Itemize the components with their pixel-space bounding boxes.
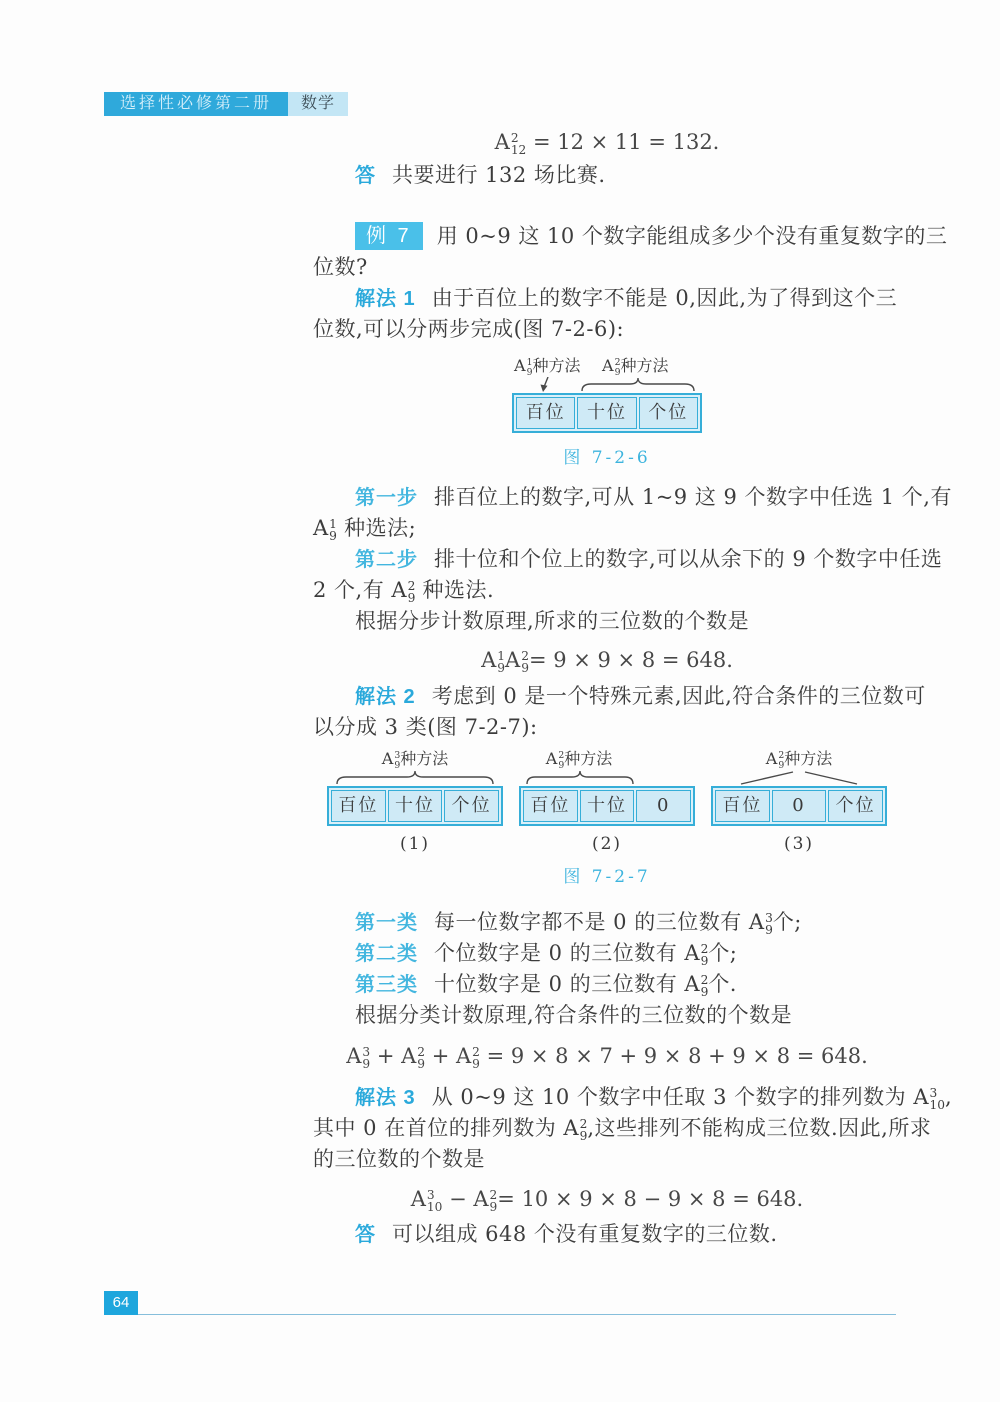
principle-line-2 — [313, 1000, 901, 1031]
figure-caption: 图 7-2-7 — [563, 867, 651, 887]
text-run: 每一位数字都不是 0 的三位数有 — [434, 910, 749, 934]
text-run: 由于百位上的数字不能是 0,因此,为了得到这个三 — [431, 286, 898, 310]
digit-place-boxes — [327, 786, 503, 826]
permutation-symbol: A 3 9 — [748, 910, 773, 938]
answer-line-2 — [313, 1219, 901, 1250]
formula-solution-1 — [313, 642, 901, 678]
text-run: ,这些排列不能构成三位数.因此,所求 — [587, 1116, 932, 1140]
badge-text: 例 7 — [355, 222, 423, 250]
solution-3-line — [313, 1082, 953, 1113]
group-label: (1) — [399, 834, 431, 854]
text-run: 个; — [772, 910, 802, 934]
step-2-line — [313, 544, 943, 575]
text-run: + — [425, 1044, 456, 1068]
text-run: 根据分步计数原理,所求的三位数的个数是 — [355, 609, 750, 633]
text-run: 以分成 3 类(图 7-2-7): — [313, 715, 538, 739]
tens-place-cell: 十位 — [580, 790, 635, 822]
annotation-a9-2 — [602, 353, 668, 378]
footer-rule — [138, 1291, 896, 1315]
brace-marks — [519, 770, 695, 786]
text-run: 个; — [708, 941, 738, 965]
formula-solution-3 — [313, 1181, 901, 1217]
text-run: 考虑到 0 是一个特殊元素,因此,符合条件的三位数可 — [431, 684, 926, 708]
annotation-a9-1 — [514, 353, 580, 378]
text-run: 种选法. — [415, 578, 495, 602]
step-text: 第二类 — [355, 941, 418, 965]
step-text: 第三类 — [355, 972, 418, 996]
permutation-symbol: A 2 9 — [563, 1116, 588, 1144]
brace-marks — [327, 770, 503, 786]
tens-place-cell: 十位 — [577, 397, 636, 429]
figure-7-2-7 — [327, 748, 887, 888]
permutation-symbol: A 2 9 — [602, 356, 621, 379]
permutation-symbol: A 2 9 — [684, 941, 709, 969]
permutation-symbol: A 2 9 — [391, 578, 416, 606]
group-label: (2) — [591, 834, 623, 854]
permutation-symbol: A 1 9 — [481, 648, 506, 676]
permutation-symbol: A 2 12 — [494, 130, 527, 158]
text-run: 排百位上的数字,可从 1~9 这 9 个数字中任选 1 个,有 — [434, 485, 952, 509]
text-run: + — [370, 1044, 402, 1068]
text-run: 个位数字是 0 的三位数有 — [434, 941, 685, 965]
page-header — [104, 92, 348, 116]
step-text: 第二步 — [355, 547, 418, 571]
digit-place-boxes — [711, 786, 887, 826]
text-run: = 12 × 11 = 132. — [526, 130, 720, 154]
solution-1-line — [313, 283, 901, 314]
permutation-symbol: A 2 9 — [765, 749, 785, 772]
annotation-a9-2c — [711, 748, 887, 770]
solution-3-line-3 — [313, 1144, 901, 1175]
annotation-a9-3 — [327, 748, 503, 770]
permutation-symbol: A 3 10 — [913, 1085, 945, 1113]
v-line-marks — [711, 770, 887, 786]
hundreds-place-cell: 百位 — [715, 790, 770, 822]
text-run: 其中 0 在首位的排列数为 — [313, 1116, 564, 1140]
hundreds-place-cell: 百位 — [516, 397, 575, 429]
figure-7-2-6 — [512, 353, 702, 469]
permutation-symbol: A 2 9 — [455, 1044, 480, 1072]
solution-3-line-2 — [313, 1113, 932, 1144]
text-run: , — [945, 1085, 953, 1109]
text-run: 种方法 — [532, 356, 581, 375]
text-run: 用 0~9 这 10 个数字能组成多少个没有重复数字的三 — [436, 224, 948, 248]
text-run: 种方法 — [620, 356, 669, 375]
text-run: 根据分类计数原理,符合条件的三位数的个数是 — [355, 1003, 793, 1027]
permutation-symbol: A 3 9 — [346, 1044, 371, 1072]
text-run: 位数,可以分两步完成(图 7-2-6): — [313, 317, 625, 341]
text-run: 位数? — [313, 255, 368, 279]
principle-line-1 — [313, 606, 901, 637]
permutation-symbol: A 2 9 — [545, 749, 565, 772]
solution-2-line — [313, 681, 926, 712]
arrow-and-brace-marks — [512, 377, 702, 393]
figure-7-2-7-group-3 — [711, 748, 887, 856]
example-7-line-2 — [313, 252, 901, 283]
lesson-content — [313, 124, 953, 1250]
text-run: = 9 × 8 × 7 + 9 × 8 + 9 × 8 = 648. — [479, 1044, 868, 1068]
label-text: 解法 1 — [355, 288, 416, 310]
label-text: 解法 2 — [355, 686, 416, 708]
formula-solution-2 — [313, 1038, 901, 1074]
page-number: 64 — [104, 1291, 138, 1315]
class-2-line — [313, 938, 901, 969]
permutation-symbol: A 3 10 — [410, 1187, 443, 1215]
text-run: 十位数字是 0 的三位数有 — [434, 972, 685, 996]
label-text: 解法 3 — [355, 1087, 416, 1109]
text-run: 种方法 — [400, 749, 449, 768]
text-run: 个. — [708, 972, 737, 996]
digit-place-boxes — [519, 786, 695, 826]
figure-7-2-6-annotations — [512, 353, 702, 377]
class-1-line — [313, 907, 901, 938]
hundreds-place-cell: 百位 — [523, 790, 578, 822]
figure-7-2-7-group-1 — [327, 748, 503, 856]
page-footer — [104, 1291, 896, 1315]
tens-place-cell: 十位 — [388, 790, 443, 822]
text-run: 种选法; — [336, 516, 417, 540]
annotation-a9-2b — [491, 748, 667, 770]
step-1-line-2 — [313, 513, 901, 544]
subject-tag: 数学 — [288, 92, 348, 116]
step-text: 第一类 — [355, 910, 418, 934]
solution-1-line-2 — [313, 314, 901, 345]
hundreds-place-cell: 百位 — [331, 790, 386, 822]
text-run: 2 个,有 — [313, 578, 392, 602]
text-run: 可以组成 648 个没有重复数字的三位数. — [392, 1222, 778, 1246]
label-text: 答 — [355, 1224, 376, 1246]
text-run: 共要进行 132 场比赛. — [392, 163, 606, 187]
label-text: 答 — [355, 165, 376, 187]
text-run: = 9 × 9 × 8 = 648. — [528, 648, 733, 672]
text-run: = 10 × 9 × 8 − 9 × 8 = 648. — [497, 1187, 804, 1211]
figure-caption: 图 7-2-6 — [563, 448, 651, 468]
permutation-symbol: A 2 9 — [505, 648, 529, 676]
text-run: 种方法 — [784, 749, 833, 768]
solution-2-line-2 — [313, 712, 901, 743]
text-run: 从 0~9 这 10 个数字中任取 3 个数字的排列数为 — [431, 1085, 914, 1109]
figure-7-2-7-group-2 — [519, 748, 695, 856]
step-2-line-2 — [313, 575, 901, 606]
text-run: 的三位数的个数是 — [313, 1147, 485, 1171]
class-3-line — [313, 969, 901, 1000]
book-title-tag: 选择性必修第二册 — [104, 92, 288, 116]
step-text: 第一步 — [355, 485, 418, 509]
example-7-line — [313, 221, 948, 252]
ones-place-cell: 个位 — [639, 397, 698, 429]
answer-line-1 — [313, 160, 901, 191]
permutation-symbol: A 2 9 — [401, 1044, 426, 1072]
step-1-line — [313, 482, 952, 513]
permutation-symbol: A 3 9 — [381, 749, 401, 772]
group-label: (3) — [783, 834, 815, 854]
zero-cell: 0 — [772, 790, 827, 822]
permutation-symbol: A 2 9 — [684, 972, 709, 1000]
ones-place-cell: 个位 — [444, 790, 499, 822]
text-run: 种方法 — [564, 749, 613, 768]
text-run: 排十位和个位上的数字,可以从余下的 9 个数字中任选 — [434, 547, 943, 571]
text-run: − — [442, 1187, 474, 1211]
digit-place-boxes — [512, 393, 702, 433]
ones-place-cell: 个位 — [828, 790, 883, 822]
formula-a12 — [313, 124, 901, 160]
permutation-symbol: A 2 9 — [473, 1187, 498, 1215]
permutation-symbol: A 1 9 — [514, 356, 533, 379]
permutation-symbol: A 1 9 — [313, 516, 337, 544]
zero-cell: 0 — [636, 790, 691, 822]
